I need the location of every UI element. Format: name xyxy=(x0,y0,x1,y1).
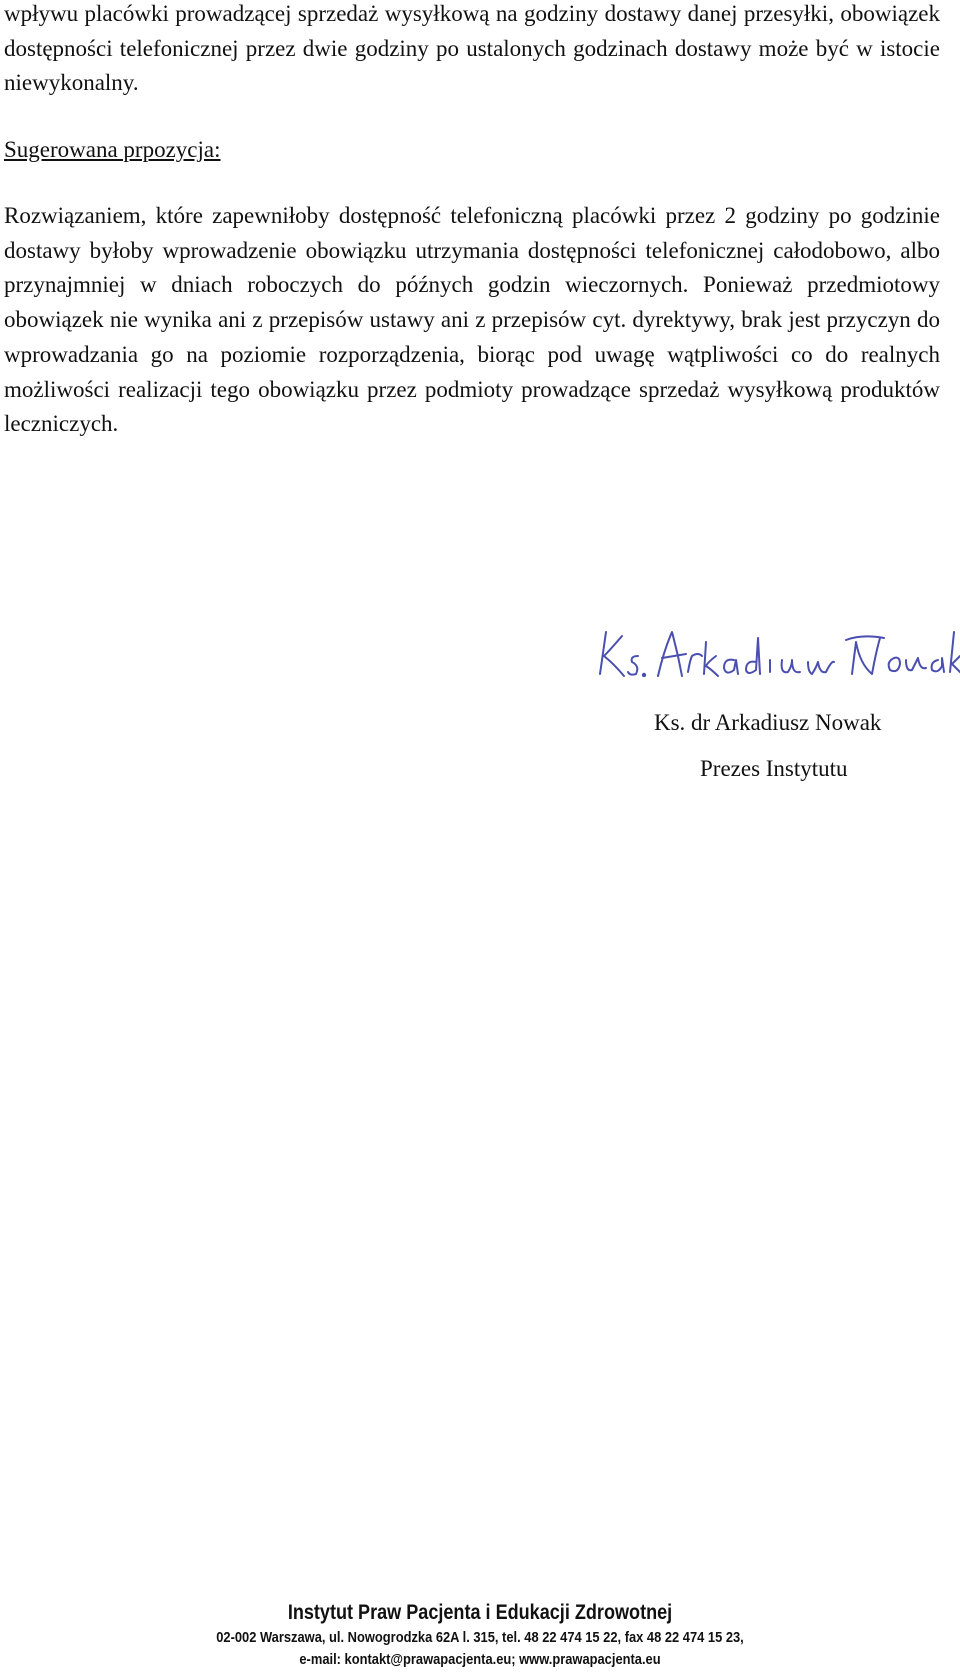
section-heading: Sugerowana prpozycja: xyxy=(4,137,221,162)
paragraph-proposal: Rozwiązaniem, które zapewniłoby dostępność telefoniczną placówki przez 2 godziny po godzinie dostawy byłoby wprowadzenie obowiązku utrzymania dostępności telefonicznej całodobowo, albo przynajmniej w dniach roboczych do późnych godzin wieczornych. Ponieważ przedmiotowy obowiązek nie wynika ani z przepisów ustawy ani z przepisów cyt. dyrektywy, brak jest przyczyn do wprowadzania go na poziomie rozporządzenia, biorąc pod uwagę wątpliwości co do realnych możliwości realizacji tego obowiązku przez podmioty prowadzące sprzedaż wysyłkową produktów leczniczych. xyxy=(4,203,940,437)
handwritten-signature xyxy=(594,612,960,692)
footer-contact: e-mail: kontakt@prawapacjenta.eu; www.prawapacjenta.eu xyxy=(299,1651,661,1668)
footer-organization: Instytut Praw Pacjenta i Edukacji Zdrowotnej xyxy=(287,1601,673,1624)
signer-name: Ks. dr Arkadiusz Nowak xyxy=(654,710,882,735)
footer-address: 02-002 Warszawa, ul. Nowogrodzka 62A l. 315, tel. 48 22 474 15 22, fax 48 22 474 15 23, xyxy=(216,1629,744,1646)
paragraph-continuation: wpływu placówki prowadzącej sprzedaż wysyłkową na godziny dostawy danej przesyłki, obowiązek dostępności telefonicznej przez dwie godziny po ustalonych godzinach dostawy może być w istocie niewykonalny. xyxy=(4,1,940,96)
signer-role: Prezes Instytutu xyxy=(700,756,848,781)
